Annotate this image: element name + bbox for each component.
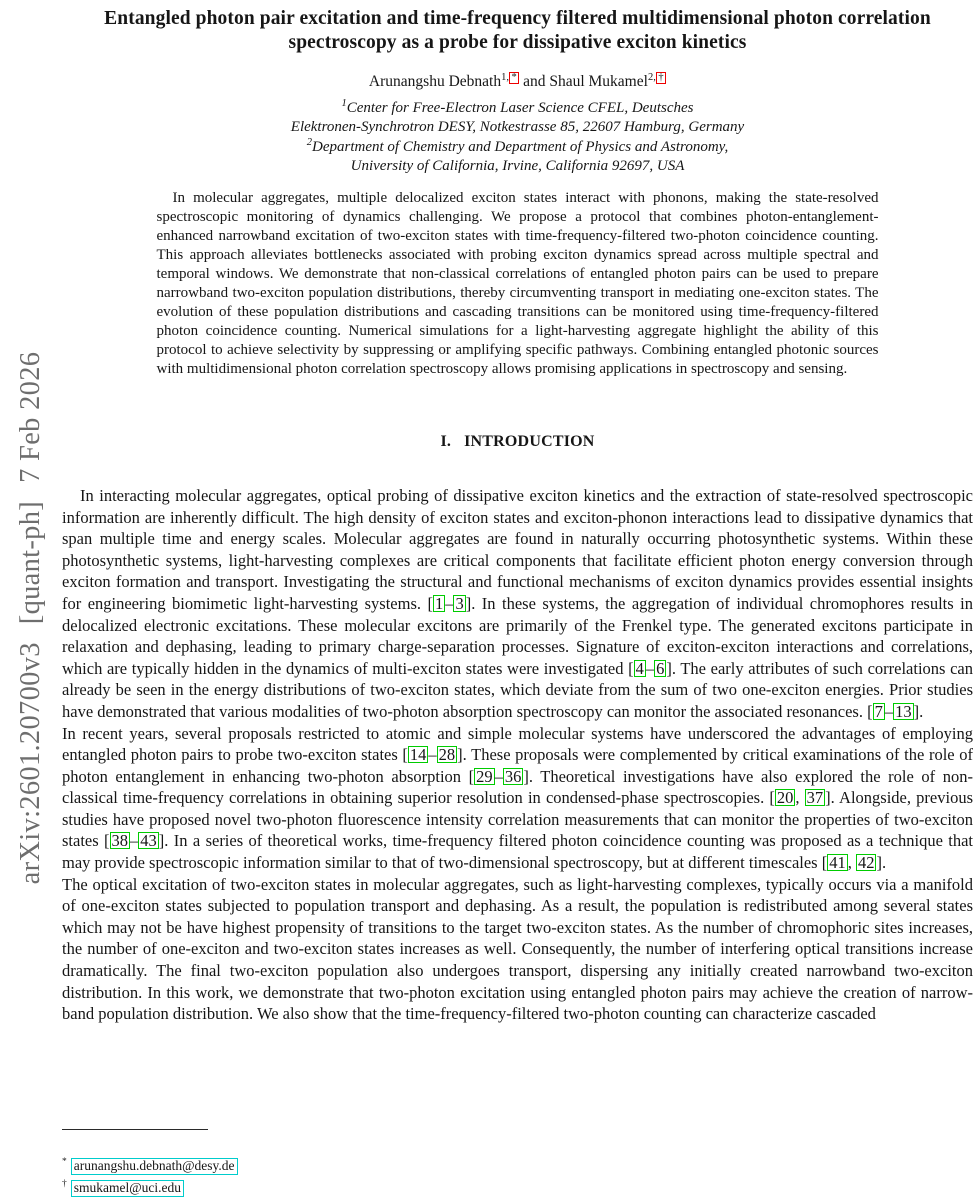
affiliation-line: Elektronen-Synchrotron DESY, Notkestrasse 85, 22607 Hamburg, Germany <box>290 119 745 136</box>
citation-link[interactable]: 29 <box>476 766 493 786</box>
affiliation-line: University of California, Irvine, California 92697, USA <box>350 157 685 174</box>
paper-title: Entangled photon pair excitation and time-frequency filtered multidimensional photon correlation spectroscopy as a probe for dissipative exciton kinetics <box>104 8 931 53</box>
author-name: Arunangshu Debnath <box>368 73 502 91</box>
arxiv-watermark-segment: 7 Feb 2026 <box>15 351 46 483</box>
citation-link[interactable]: 6 <box>656 658 665 678</box>
citation-link[interactable]: 13 <box>895 701 912 721</box>
section-heading-introduction <box>62 433 973 451</box>
footnote-email-link[interactable]: arunangshu.debnath@desy.de <box>71 1158 238 1175</box>
footnote-line <box>62 1153 973 1175</box>
footnote-area <box>62 1119 973 1197</box>
introduction-body <box>62 485 973 1025</box>
author-affiliation-sup: 1, * <box>501 72 519 83</box>
abstract-text: In molecular aggregates, multiple delocalized exciton states interact with phonons, making the state-resolved spectroscopic monitoring of dynamics challenging. We propose a protocol that combines photon-entanglement-enhanced narrowband excitation of two-exciton states with time-frequency-filtered two-photon coincidence counting. This approach alleviates bottlenecks associated with probing exciton dynamics spread across multiple spectral and temporal windows. We demonstrate that non-classical correlations of entangled photon pairs can be used to prepare narrowband two-exciton population distributions, thereby circumventing transport in mediating one-exciton states. The evolution of these population distributions and cascading transitions can be monitored using time-frequency-filtered photon coincidence counting. Numerical simulations for a light-harvesting aggregate highlight the ability of this protocol to achieve selectivity by suppressing or amplifying specific pathways. Combining entangled photonic sources with multidimensional photon correlation spectroscopy allows promising applications in spectroscopy and sensing. <box>156 189 879 377</box>
citation-link[interactable]: 43 <box>140 831 157 851</box>
footnote-marker: * <box>62 1157 67 1167</box>
footnote-divider <box>62 1129 208 1130</box>
footnote-line <box>62 1175 973 1197</box>
citation-link[interactable]: 14 <box>409 745 427 765</box>
affiliation-line: $^1$Center for Free-Electron Laser Science CFEL, Deutsches <box>341 98 694 117</box>
author-footnote-marker[interactable]: † <box>656 72 666 84</box>
affiliation-sup: 2 <box>306 136 313 148</box>
citation-link[interactable]: 7 <box>874 701 883 721</box>
footnote-marker: † <box>62 1179 67 1189</box>
affiliation-sup: 1 <box>341 98 347 110</box>
citation-link[interactable]: 36 <box>504 766 522 786</box>
citation-link[interactable]: 37 <box>806 788 824 808</box>
author-name: Shaul Mukamel <box>549 73 648 91</box>
author-footnote-marker[interactable]: * <box>509 72 519 84</box>
section-number: I. <box>440 432 452 450</box>
footnote-email-link[interactable]: smukamel@uci.edu <box>71 1180 184 1197</box>
citation-link[interactable]: 20 <box>776 788 794 808</box>
intro-paragraph-2: In recent years, several proposals restricted to atomic and simple molecular systems have underscored the advantages of employing entangled photon pairs to probe two-exciton states [ 14 – 28 ]. These proposals were complemented by critical examinations of the role of photon entanglement in enhancing two-photon absorption [ 29 – 36 ]. Theoretical investigations have also explored the role of non-classical time-frequency correlations in obtaining superior resolution in condensed-phase spectroscopies. [ 20 , 37 ]. Alongside, previous studies have proposed novel two-photon fluorescence intensity correlation measurements that can monitor the properties of two-exciton states [ 38 – 43 ]. In a series of theoretical works, time-frequency filtered photon coincidence counting was proposed as a technique that may provide spectroscopic information similar to that of two-dimensional spectroscopy, but at different timescales [ 41 , 42 ]. <box>62 723 974 873</box>
intro-paragraph-1: In interacting molecular aggregates, optical probing of dissipative exciton kinetics and the extraction of state-resolved spectroscopic information are inherently difficult. The high density of exciton states and exciton-phonon interactions lead to dissipative dynamics that span multiple time and energy scales. Molecular aggregates are found in naturally occurring photosynthetic systems. Within these photosynthetic systems, light-harvesting complexes are critical components that facilitate efficient photon energy conversion through exciton formation and transport. Investigating the structural and functional mechanisms of exciton dynamics provides essential insights for engineering biomimetic light-harvesting systems. [ 1 – 3 ]. In these systems, the aggregation of individual chromophores results in delocalized electronic excitations. These molecular excitons are primarily of the Frenkel type. The generated excitons participate in relaxation and dephasing, leading to primary charge-separation processes. Signature of exciton-exciton interactions and correlations, which are typically hidden in the dynamics of multi-exciton states were investigated [ 4 – 6 ]. The early attributes of such correlations can already be seen in the energy distributions of two-exciton states, which deviate from the sum of two one-exciton energies. Prior studies have demonstrated that various modalities of two-photon absorption spectroscopy can monitor the associated resonances. [ 7 – 13 ]. <box>62 485 973 721</box>
citation-link[interactable]: 3 <box>455 593 464 613</box>
affiliations-block <box>62 99 973 176</box>
section-title: INTRODUCTION <box>464 432 595 450</box>
citation-link[interactable]: 41 <box>829 853 846 873</box>
arxiv-watermark-segment: arXiv:2601.20700v3 <box>15 642 46 885</box>
citation-link[interactable]: 4 <box>635 658 644 678</box>
paper-content <box>62 0 973 1025</box>
affiliation-line: $^2$Department of Chemistry and Department of Physics and Astronomy, <box>306 136 729 155</box>
arxiv-watermark-segment: [quant-ph] <box>15 500 46 625</box>
citation-link[interactable]: 38 <box>111 831 129 851</box>
intro-paragraph-3: The optical excitation of two-exciton states in molecular aggregates, such as light-harvesting complexes, typically occurs via a manifold of one-exciton states subjected to population transport and dephasing. As a result, the population is redistributed among several states which may not be have highest propensity of transitions to the target two-exciton states. As the number of chromophoric sites increases, the number of one-exciton and two-exciton states increases as well. Consequently, the number of interfering optical transitions increase dramatically. The final two-exciton population also undergoes transport, dispersing any initially created narrowband two-exciton distribution. In this work, we demonstrate that two-photon excitation using entangled photon pairs may achieve the creation of narrow-band population distribution. We also show that the time-frequency-filtered two-photon counting can characterize cascaded <box>62 874 973 1024</box>
citation-link[interactable]: 42 <box>857 853 875 873</box>
author-affiliation-sup: 2, † <box>648 72 666 83</box>
citation-link[interactable]: 1 <box>434 593 444 613</box>
author-line: Arunangshu Debnath$^{1, *}$ and Shaul Mukamel$^{2, \dagger}$ <box>62 72 973 92</box>
arxiv-watermark <box>15 352 47 885</box>
footnote-list <box>62 1153 973 1197</box>
citation-link[interactable]: 28 <box>438 745 456 765</box>
